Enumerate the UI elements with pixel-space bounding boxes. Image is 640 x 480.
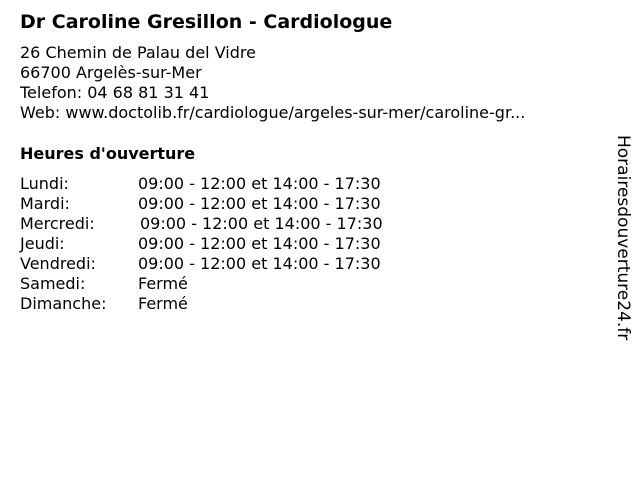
hours-value: 09:00 - 12:00 et 14:00 - 17:30	[138, 234, 381, 253]
website: Web: www.doctolib.fr/cardiologue/argeles-sur-mer/caroline-gr...	[20, 103, 526, 122]
day-label: Dimanche:	[20, 294, 107, 313]
hours-value: 09:00 - 12:00 et 14:00 - 17:30	[138, 174, 381, 193]
page-title: Dr Caroline Gresillon - Cardiologue	[20, 11, 393, 33]
day-label: Mardi:	[20, 194, 70, 213]
day-label: Vendredi:	[20, 254, 96, 273]
address-block	[20, 43, 525, 123]
day-label: Mercredi:	[20, 214, 95, 233]
city-address: 66700 Argelès-sur-Mer	[20, 63, 202, 82]
hours-value: Fermé	[138, 294, 188, 313]
hours-value: 09:00 - 12:00 et 14:00 - 17:30	[138, 194, 381, 213]
day-label: Lundi:	[20, 174, 69, 193]
phone-number: Telefon: 04 68 81 31 41	[20, 83, 210, 102]
street-address: 26 Chemin de Palau del Vidre	[20, 43, 256, 62]
hours-value: 09:00 - 12:00 et 14:00 - 17:30	[140, 214, 383, 233]
site-watermark: Horairesdouverture24.fr	[613, 135, 633, 341]
hours-value: 09:00 - 12:00 et 14:00 - 17:30	[138, 254, 381, 273]
day-label: Samedi:	[20, 274, 86, 293]
opening-hours-heading: Heures d'ouverture	[20, 144, 196, 163]
hours-value: Fermé	[138, 274, 188, 293]
day-label: Jeudi:	[20, 234, 65, 253]
